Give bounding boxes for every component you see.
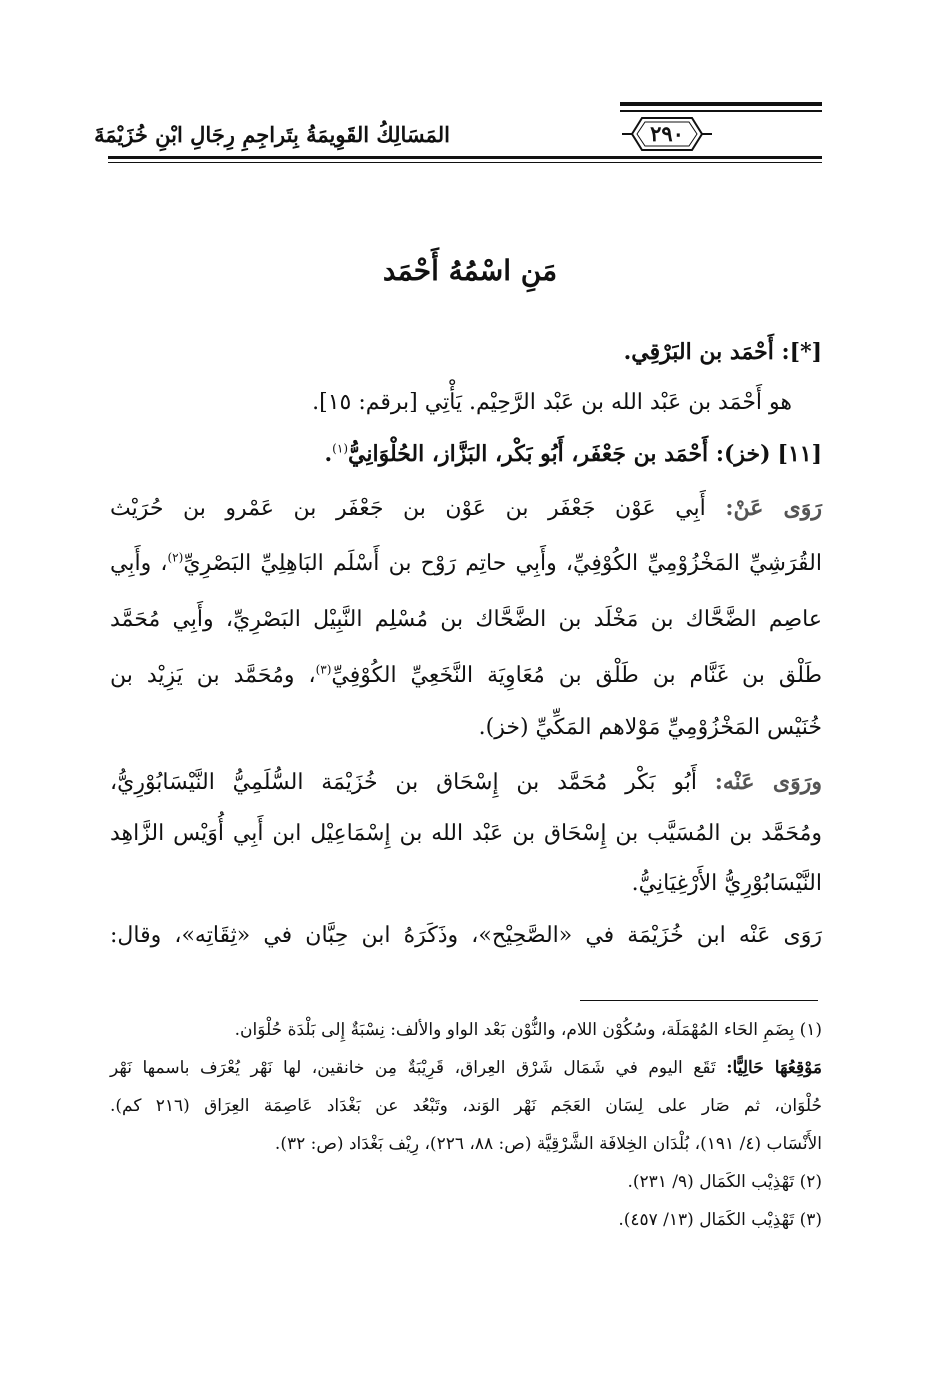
entry-text: هو أَحْمَد بن عَبْد الله بن عَبْد الرَّحِيْم. يَأْتِي [برقم: ١٥].: [312, 390, 792, 415]
section-label: ورَوَى عَنْه:: [714, 769, 823, 795]
text-line: ومُحَمَّد بن المُسَيَّب بن إِسْحَاق بن عَبْد الله بن إِسْمَاعِيْل ابن أَبِي أُوَيْس الزَّاهِد: [110, 821, 822, 846]
footnote-ref: (٣): [315, 662, 332, 677]
footnote: الأَنْسَاب (٤/ ١٩١)، بُلْدَان الخِلافَة الشَّرْقِيَّة (ص: ٨٨، ٢٢٦)، رِيْف بَغْدَاد (ص: ٣٢).: [274, 1134, 822, 1154]
text-line: ورَوَى عَنْه: أَبُو بَكْر مُحَمَّد بن إِسْحَاق بن خُزَيْمَة السُّلَمِيُّ النَّيْسَابُوْرِيُّ،: [110, 769, 823, 795]
chapter-title: مَنِ اسْمُهُ أَحْمَد: [382, 254, 558, 287]
header-rule-bottom-thin: [108, 162, 822, 163]
text-line: خُنَيْس المَخْزُوْمِيِّ مَوْلاهم المَكِّيِّ (خز).: [478, 715, 822, 740]
footnote: (١) بِضَمِ الحَاء المُهْمَلَة، وسُكُوْن اللام، والنُّوْن بَعْد الواو والألف: نِسْبَةٌ إِلى بَلْدَة حُلْوَان.: [234, 1020, 822, 1040]
entry-number: [١١]: [777, 441, 822, 467]
entry-heading: [*]: أَحْمَد بن البَرْقِي.: [623, 339, 822, 365]
section-label: رَوَى عَنْ:: [725, 495, 822, 521]
page-number: ٢٩٠: [650, 121, 684, 146]
entry-heading: [١١] (خز): أَحْمَد بن جَعْفَر، أَبُو بَكْر، البَزَّاز، الحُلْوَانِيُّ$^{(١)}$.: [324, 441, 822, 467]
header-rule-top: [620, 102, 822, 106]
footnote-label: مَوْقِعُهَا حَالِيًّا:: [726, 1058, 823, 1078]
text-line: رَوَى عَنْ: أَبِي عَوْن جَعْفَر بن عَوْن بن جَعْفَر بن عَمْرو بن حُرَيْث: [110, 495, 822, 521]
footnote: (٢) تَهْذِيْب الكَمَال (٩/ ٢٣١).: [627, 1172, 822, 1192]
text-line: طَلْق بن غَنَّام بن طَلْق بن مُعَاوِيَة النَّخَعِيِّ الكُوْفِيِّ$^{(٣)}$، ومُحَمَّد بن يَزِيْد بن: [110, 662, 822, 688]
running-title: المَسَالِكُ القَوِيمَةُ بِتَراجِمِ رِجَالِ ابْنِ خُزَيْمَةَ: [94, 122, 450, 147]
footnote: مَوْقِعُهَا حَالِيًّا: تَقَع اليوم في شَمَال شَرْق العِراق، قَرِيْبَةٌ مِن خانقين، لها نَهْر يُعْرَف باسمها نَهْر: [110, 1058, 823, 1078]
footnote-ref: (١): [332, 441, 348, 456]
text-line: النَّيْسَابُوْرِيُّ الأَرْغِيَانِيُّ.: [631, 871, 822, 896]
footnote-ref: (٢): [167, 550, 184, 565]
text-line: رَوَى عَنْه ابن خُزَيْمَة في «الصَّحِيْح»، وذَكَرَهُ ابن حِبَّان في «ثِقَاتِه»، وقال:: [110, 923, 822, 948]
footnote: حُلْوَان، ثم صَار على لِسَان العَجَم نَهْر الوَند، وتَبْعُد عن بَغْدَاد عَاصِمَة العِرَاق (٢١٦ كم).: [110, 1096, 822, 1116]
footnote-divider: [580, 1000, 818, 1001]
header-rule-bottom: [108, 156, 822, 159]
footnote: (٣) تَهْذِيْب الكَمَال (١٣/ ٤٥٧).: [618, 1210, 822, 1230]
text-line: عاصِم الضَّحَّاك بن مَخْلَد بن الضَّحَّاك بن مُسْلِم النَّبِيْل البَصْرِيِّ، وأَبِي مُحَمَّد: [110, 607, 822, 632]
text-line: القُرَشِيِّ المَخْزُوْمِيِّ الكُوْفِيِّ، وأَبِي حاتِم رَوْح بن أَسْلَم البَاهِلِيِّ البَصْرِيِّ$^{(٢)}$، وأَبِي: [110, 550, 822, 576]
header-rule-top-thin: [620, 110, 822, 112]
